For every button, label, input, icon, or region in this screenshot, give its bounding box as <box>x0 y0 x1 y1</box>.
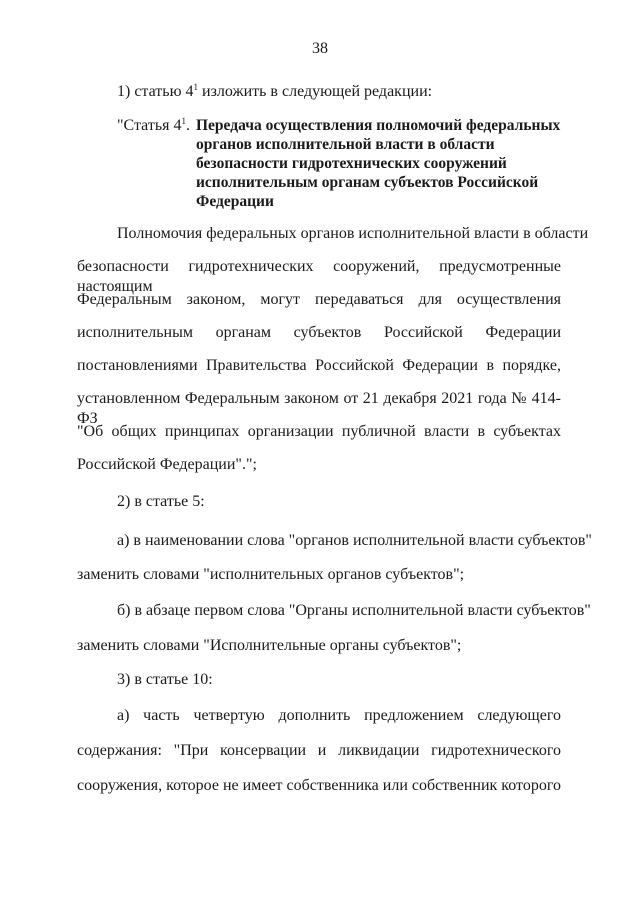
item-2a-line: заменить словами "исполнительных органов субъектов"; <box>77 566 465 583</box>
paragraph-line: исполнительным органам субъектов Российской Федерации <box>77 324 561 341</box>
item-1-line <box>117 82 432 102</box>
article-title-line: органов исполнительной власти в области <box>196 136 495 153</box>
item-3a-line: сооружения, которое не имеет собственника или собственник которого <box>77 777 561 794</box>
article-title <box>196 116 576 211</box>
item-2b-line: заменить словами "Исполнительные органы субъектов"; <box>77 637 462 654</box>
item-3: 3) в статье 10: <box>117 671 213 688</box>
article-title-line: исполнительным органам субъектов Российской <box>196 174 539 191</box>
paragraph-line: "Об общих принципах организации публичной власти в субъектах <box>77 423 561 440</box>
paragraph-line: безопасности гидротехнических сооружений, предусмотренные настоящим <box>77 258 561 295</box>
item-1-rest: изложить в следующей редакции: <box>198 83 433 100</box>
paragraph-line: Федеральным законом, могут передаваться для осуществления <box>77 291 561 308</box>
paragraph-line: Российской Федерации"."; <box>77 456 257 473</box>
paragraph-line: постановлениями Правительства Российской Федерации в порядке, <box>77 357 561 374</box>
article-label-sup: 1 <box>181 116 187 126</box>
item-3a-line: а) часть четвертую дополнить предложением следующего <box>117 707 561 724</box>
item-1-sup: 1 <box>193 82 199 92</box>
article-label-prefix: "Статья 4 <box>117 117 182 134</box>
article-title-line: безопасности гидротехнических сооружений <box>196 155 507 172</box>
paragraph-line: Полномочия федеральных органов исполнительной власти в области <box>117 225 589 242</box>
article-title-line: Федерации <box>196 193 274 210</box>
paragraph-line: установленном Федеральным законом от 21 декабря 2021 года № 414-ФЗ <box>77 390 561 427</box>
article-title-line: Передача осуществления полномочий федеральных <box>196 117 561 134</box>
item-2a-line: а) в наименовании слова "органов исполнительной власти субъектов" <box>117 532 592 549</box>
article-label <box>117 116 190 136</box>
article-label-suffix: . <box>186 117 191 134</box>
item-2b-line: б) в абзаце первом слова "Органы исполнительной власти субъектов" <box>117 602 591 619</box>
item-2: 2) в статье 5: <box>117 493 205 510</box>
page-number: 38 <box>312 40 328 57</box>
item-1-text: 1) статью 4 <box>117 83 194 100</box>
item-3a-line: содержания: "При консервации и ликвидации гидротехнического <box>77 742 561 759</box>
